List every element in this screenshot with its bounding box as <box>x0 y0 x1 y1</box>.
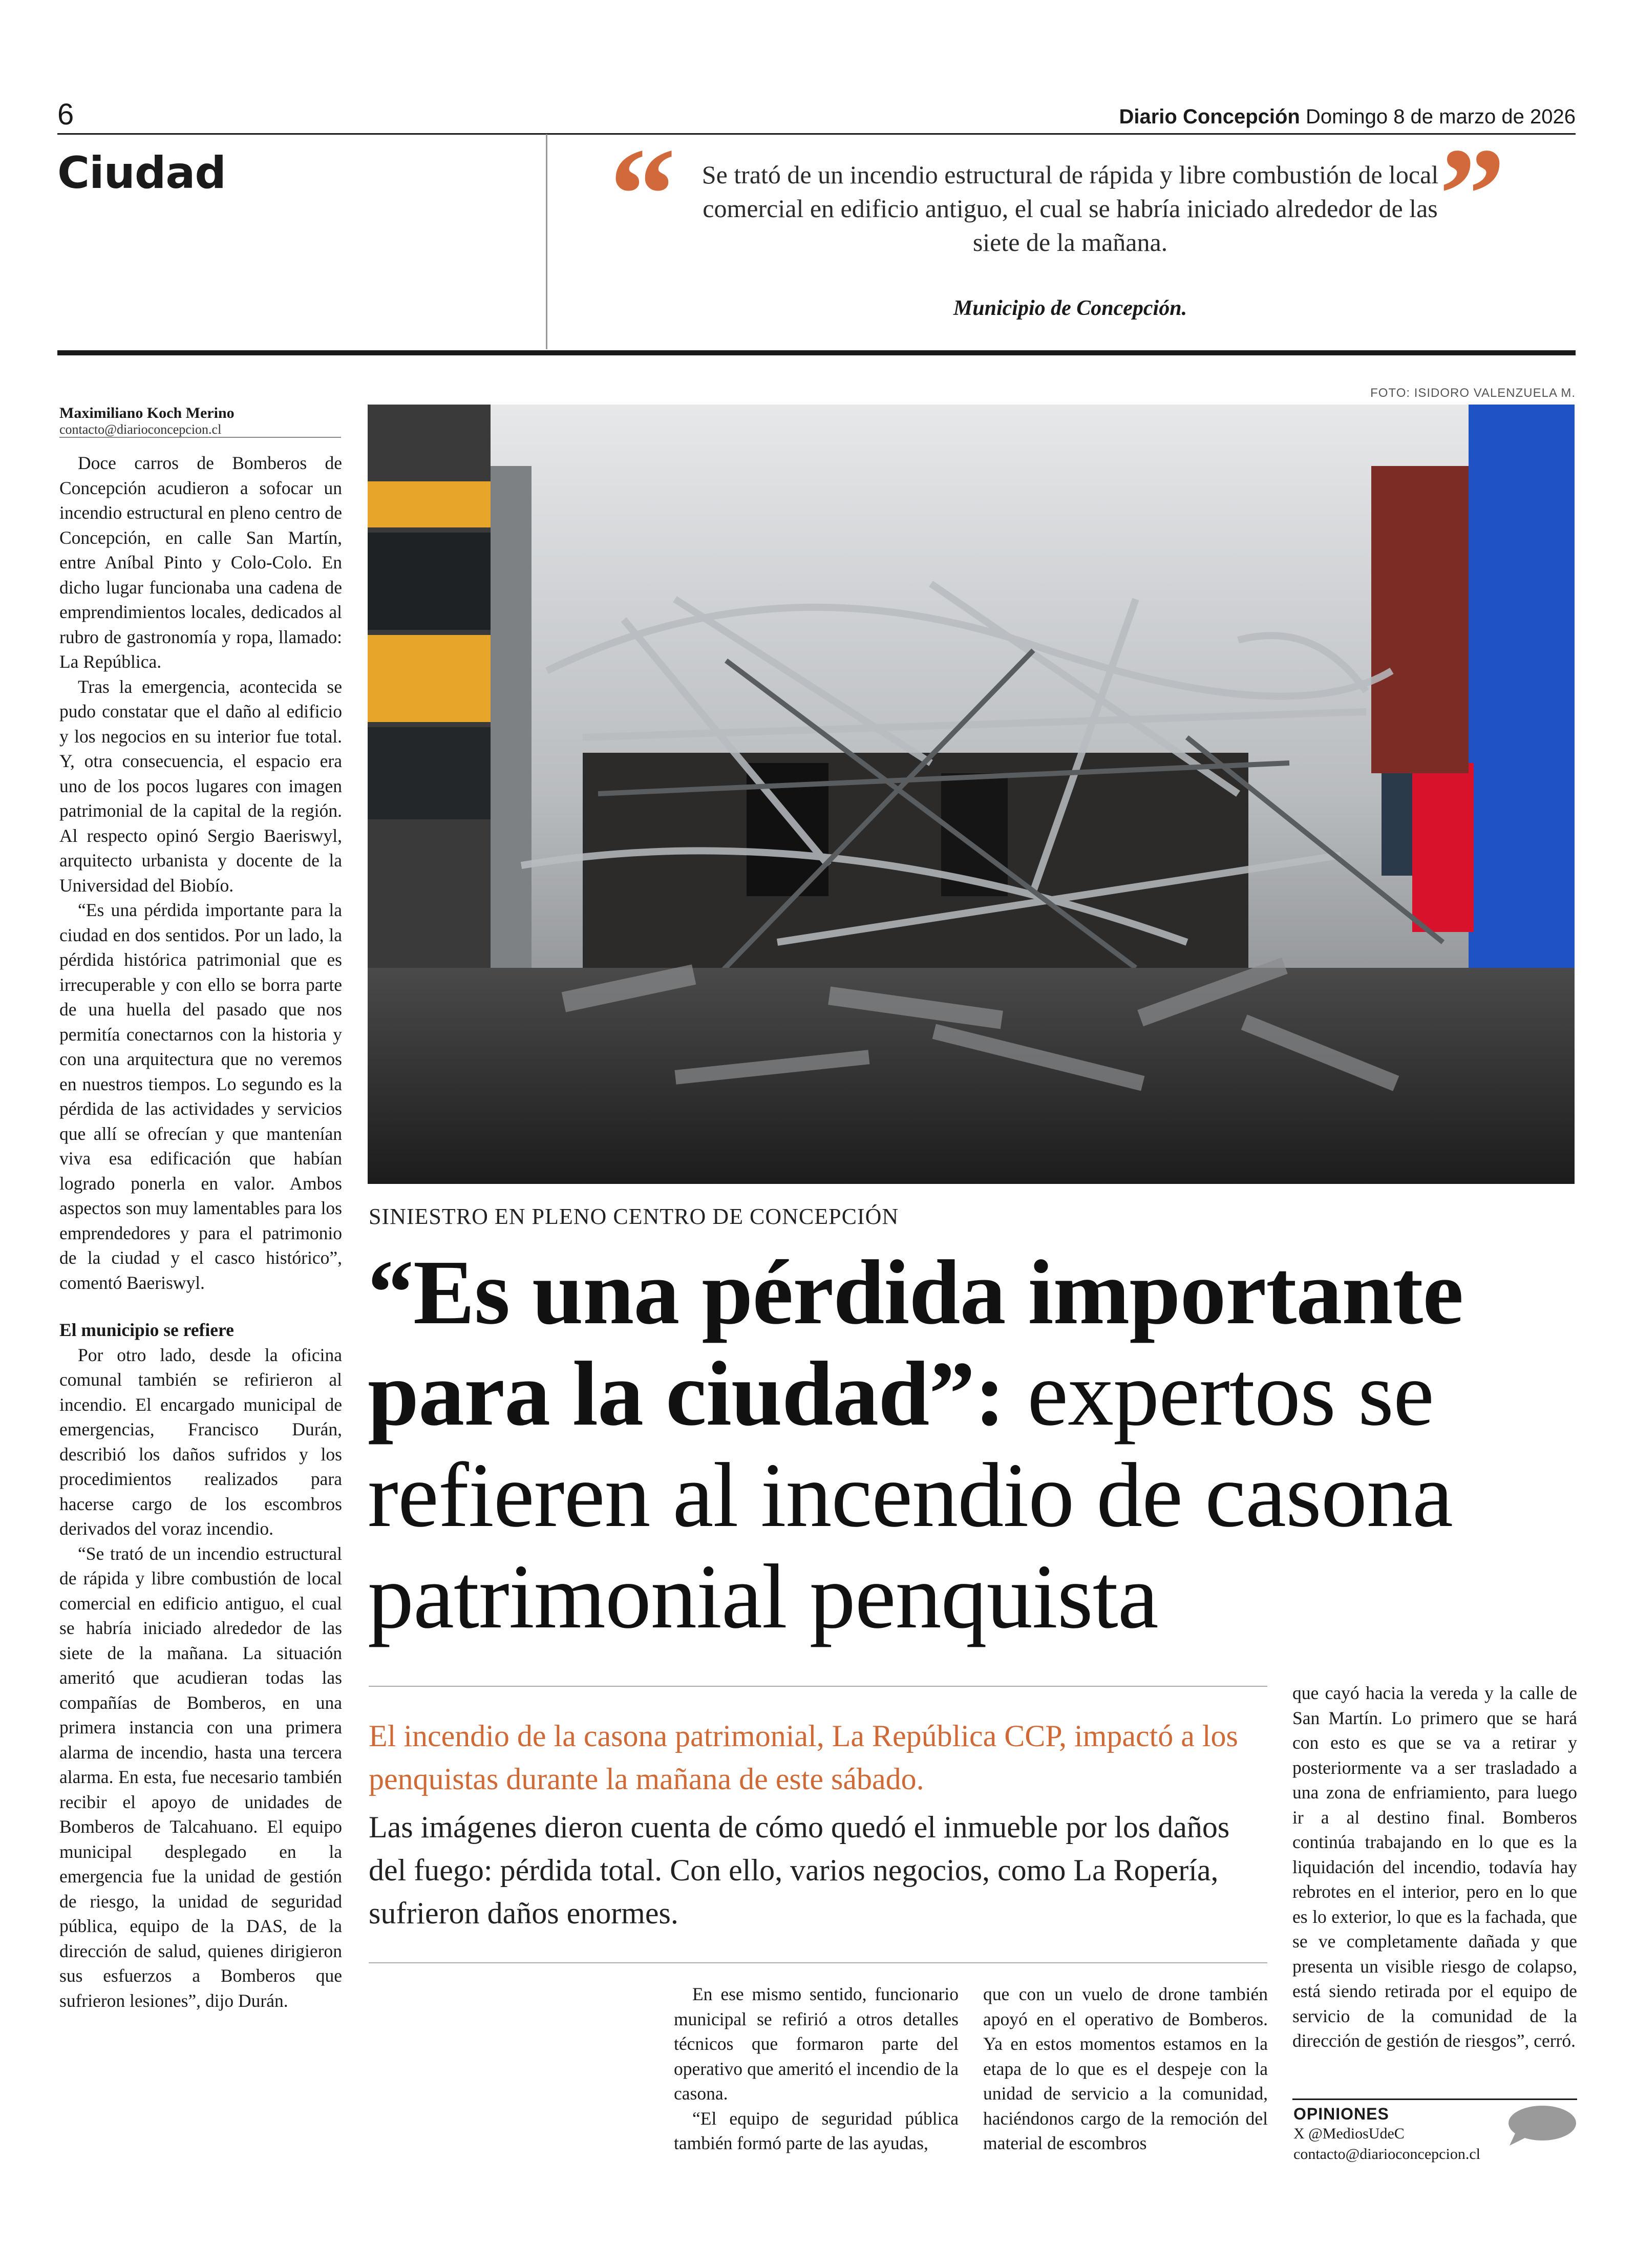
deck-bottom-rule <box>369 1962 1267 1963</box>
quote-close-mark: ” <box>1439 121 1505 268</box>
headline <box>368 1242 1576 1647</box>
opinions-handle[interactable]: X @MediosUdeC <box>1293 2125 1405 2142</box>
opinions-email[interactable]: contacto@diarioconcepcion.cl <box>1293 2146 1480 2163</box>
paragraph: que cayó hacia la vereda y la calle de San Martín. Lo primero que se hará con esto es que se va a retirar y posteriormente va a ser trasladado a una zona de enfriamiento, para luego ir a al destino final. Bomberos continúa trabajando en lo que es la liquidación del incendio, todavía hay rebrotes en el interior, pero en lo que es lo exterior, lo que es la fachada, que se ve completamente dañada y que presenta un visible riesgo de colapso, está siendo retirada por el equipo de servicio de la comunidad de la dirección de gestión de riesgos”, cerró. <box>1292 1683 1577 2051</box>
byline-rule <box>59 437 341 438</box>
deck-highlight: El incendio de la casona patrimonial, La República CCP, impactó a los penquistas durante la mañana de este sábado. <box>369 1719 1238 1796</box>
fire-damage-photo <box>368 405 1575 1184</box>
newspaper-name: Diario Concepción <box>1119 105 1300 128</box>
header-divider <box>546 134 547 349</box>
paragraph: Doce carros de Bomberos de Concepción acudieron a sofocar un incendio estructural en pleno centro de Concepción, en calle San Martín, entre Aníbal Pinto y Colo-Colo. En dicho lugar funcionaba una cadena de emprendimientos locales, dedicados al rubro de gastronomía y ropa, llamado: La República. <box>59 453 342 672</box>
burned-building-illustration <box>368 405 1575 1184</box>
masthead <box>1119 105 1576 129</box>
kicker: SINIESTRO EN PLENO CENTRO DE CONCEPCIÓN <box>369 1204 899 1229</box>
byline <box>59 405 341 437</box>
photo-credit: FOTO: ISIDORO VALENZUELA M. <box>1370 386 1576 400</box>
author-name: Maximiliano Koch Merino <box>59 405 235 421</box>
issue-date: Domingo 8 de marzo de 2026 <box>1306 105 1576 128</box>
article-column-middle-b <box>983 1982 1268 2156</box>
paragraph: “Se trató de un incendio estructural de rápida y libre combustión de local comercial en edificio antiguo, el cual se habría iniciado alrededor de las siete de la mañana. La situación ameritó que acudieran todas las compañías de Bomberos, en una primera instancia con una primera alarma de incendio, hasta una tercera alarma. En esta, fue necesario también recibir el apoyo de unidades de Bomberos de Talcahuano. El equipo municipal desplegado en la emergencia fue la unidad de gestión de riesgo, la unidad de seguridad pública, equipo de la DAS, de la dirección de salud, quienes dirigieron sus esfuerzos a Bomberos que sufrieron lesiones”, dijo Durán. <box>59 1543 342 2011</box>
header-thick-rule <box>57 350 1576 355</box>
deck-body: Las imágenes dieron cuenta de cómo quedó el inmueble por los daños del fuego: pérdida total. Con ello, varios negocios, como La Ropería, sufrieron daños enormes. <box>369 1810 1230 1930</box>
speech-bubble-icon <box>1505 2104 1577 2148</box>
paragraph: Por otro lado, desde la oficina comunal también se refirieron al incendio. El encargado municipal de emergencias, Francisco Durán, describió los daños sufridos y los procedimientos realizados para hacerse cargo de los escombros derivados del voraz incendio. <box>59 1344 342 1539</box>
article-column-left <box>59 451 342 2013</box>
pull-quote: Se trató de un incendio estructural de rápida y libre combustión de local comercial en edificio antiguo, el cual se habría iniciado alrededor de las siete de la mañana. <box>702 160 1439 257</box>
paragraph: “Es una pérdida importante para la ciudad en dos sentidos. Por un lado, la pérdida histórica patrimonial que es irrecuperable y con ello se borra parte de una huella del pasado que nos permitía conectarnos con la historia y con una arquitectura que no veremos en nuestros tiempos. Lo segundo es la pérdida de las actividades y servicios que allí se ofrecían y que mantenían viva esa edificación que habían logrado ponerla en valor. Ambos aspectos son muy lamentables para los emprendedores y para el patrimonio de la ciudad y el casco histórico”, comentó Baeriswyl. <box>59 900 342 1293</box>
opinions-heading: OPINIONES <box>1293 2105 1389 2123</box>
paragraph: En ese mismo sentido, funcionario municipal se refirió a otros detalles técnicos que formaron parte del operativo que ameritó el incendio de la casona. <box>674 1984 959 2104</box>
headline-rest: expertos se refieren al incendio de casona patrimonial penquista <box>368 1343 1453 1647</box>
headline-quote: “Es una pérdida importante para la ciudad”: <box>368 1241 1463 1445</box>
paragraph: que con un vuelo de drone también apoyó en el operativo de Bomberos. Ya en estos momentos estamos en la etapa de lo que es el despeje con la unidad de servicio a la comunidad, haciéndonos cargo de la remoción del material de escombros <box>983 1984 1268 2153</box>
section-title: Ciudad <box>57 147 226 199</box>
author-email: contacto@diarioconcepcion.cl <box>59 422 222 437</box>
quote-open-mark: “ <box>609 121 676 268</box>
page-number: 6 <box>57 98 74 131</box>
subheading: El municipio se refiere <box>59 1320 234 1340</box>
deck-top-rule <box>369 1686 1267 1687</box>
opinions-rule <box>1292 2099 1577 2100</box>
pull-quote-source: Municipio de Concepción. <box>953 296 1187 320</box>
paragraph: “El equipo de seguridad pública también formó parte de las ayudas, <box>674 2108 959 2153</box>
article-column-right <box>1292 1681 1577 2053</box>
article-column-middle-a <box>674 1982 959 2156</box>
paragraph: Tras la emergencia, acontecida se pudo constatar que el daño al edificio y los negocios en su interior fue total. Y, otra consecuencia, el espacio era uno de los pocos lugares con imagen patrimonial de la capital de la región. Al respecto opinó Sergio Baeriswyl, arquitecto urbanista y docente de la Universidad del Biobío. <box>59 676 342 896</box>
top-rule <box>57 133 1576 135</box>
